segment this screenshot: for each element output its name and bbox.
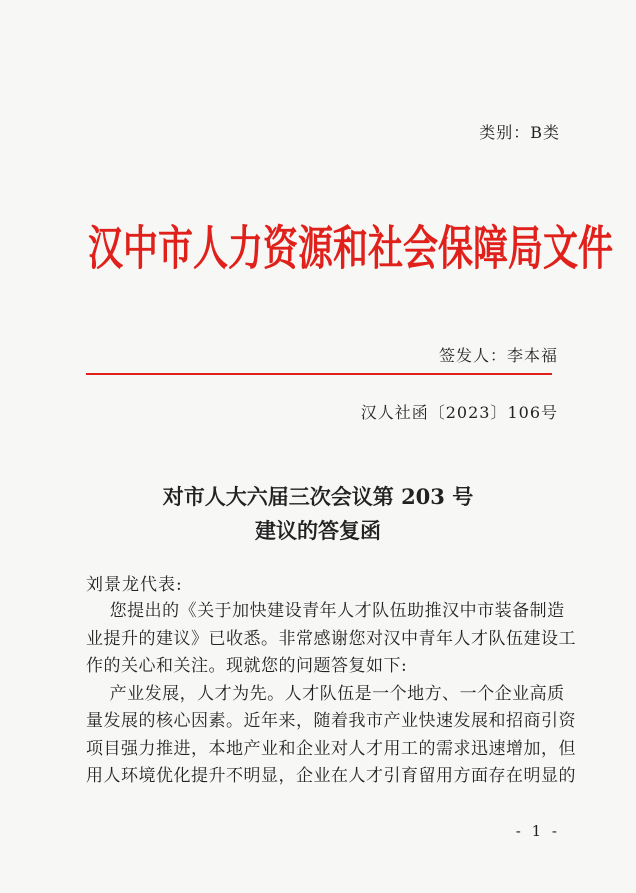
body-line: 产业发展，人才为先。人才队伍是一个地方、一个企业高质 xyxy=(86,683,565,704)
subject-line-1: 对市人大六届三次会议第 203 号 xyxy=(162,484,474,509)
red-divider-line xyxy=(86,373,552,375)
body-line: 作的关心和关注。现就您的问题答复如下: xyxy=(86,656,408,676)
letter-body xyxy=(86,598,576,791)
body-line: 您提出的《关于加快建设青年人才队伍助推汉中市装备制造 xyxy=(86,601,565,621)
salutation: 刘景龙代表: xyxy=(86,575,183,595)
subject-line-2: 建议的答复函 xyxy=(255,518,381,543)
body-line: 量发展的核心因素。近年来，随着我市产业快速发展和招商引资 xyxy=(86,711,576,731)
body-line: 业提升的建议》已收悉。非常感谢您对汉中青年人才队伍建设工 xyxy=(86,628,576,649)
document-number: 汉人社函〔2023〕106号 xyxy=(360,403,558,422)
body-line: 项目强力推进，本地产业和企业对人才用工的需求迅速增加，但 xyxy=(86,738,576,759)
category-label: 类别：B类 xyxy=(479,123,560,142)
document-subject xyxy=(0,480,636,548)
body-line: 用人环境优化提升不明显，企业在人才引育留用方面存在明显的 xyxy=(86,766,576,786)
signer-label: 签发人：李本福 xyxy=(438,346,558,365)
page-number: - 1 - xyxy=(515,822,560,840)
issuing-authority-title: 汉中市人力资源和社会保障局文件 xyxy=(88,222,614,277)
